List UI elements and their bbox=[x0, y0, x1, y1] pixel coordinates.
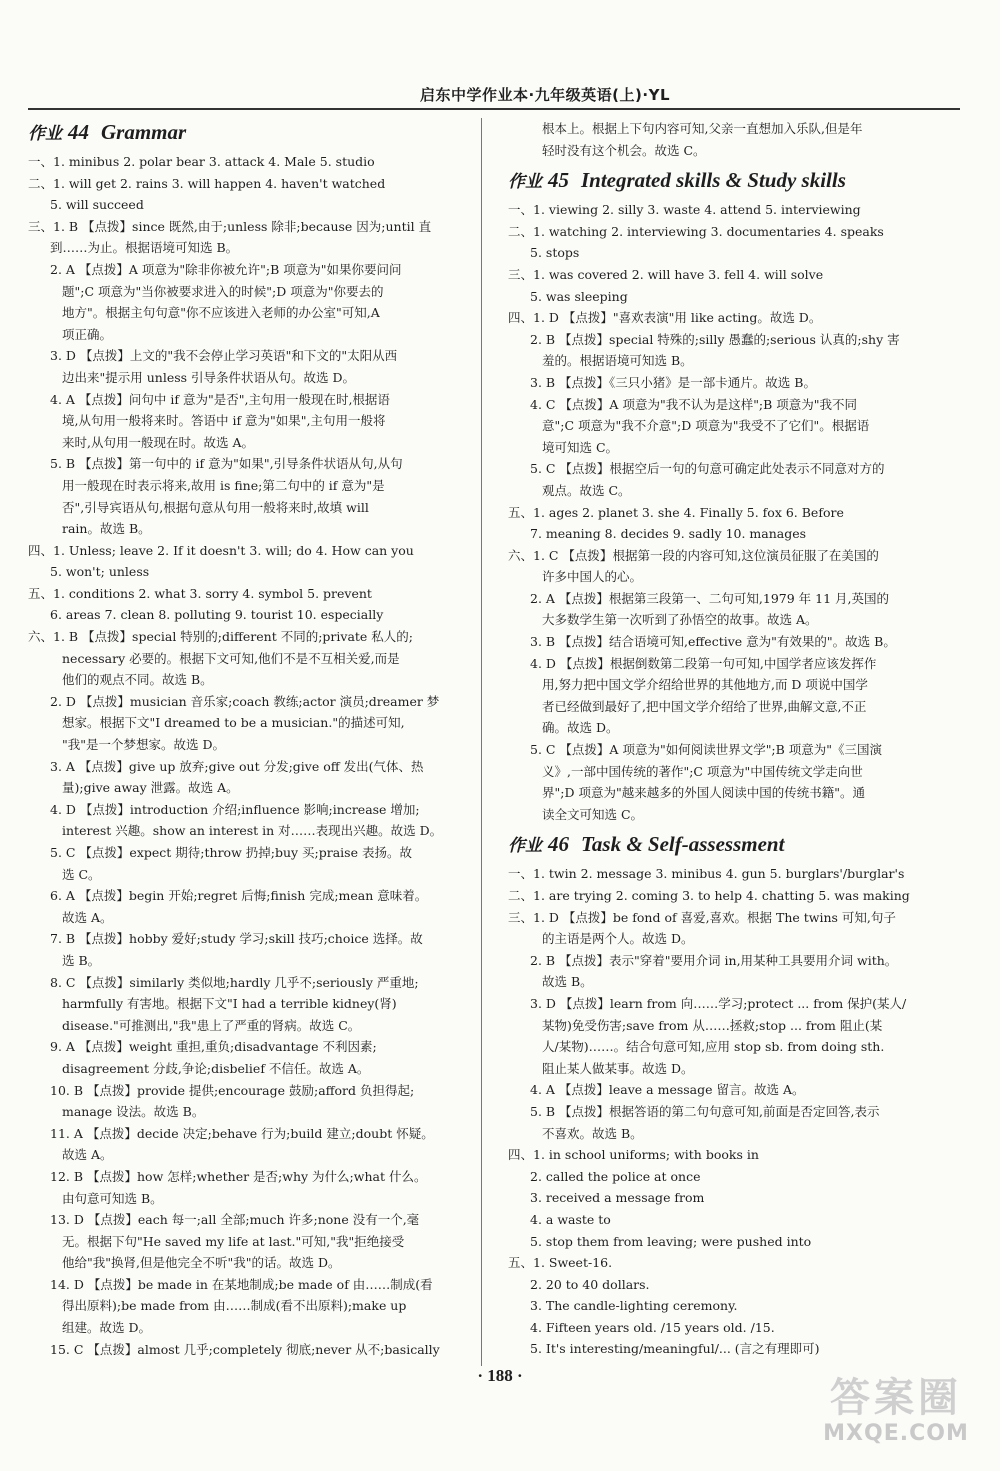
answer-line: 三、1. B 【点拨】since 既然,由于;unless 除非;because 因为;until 直 bbox=[28, 218, 432, 234]
answer-line: 8. C 【点拨】similarly 类似地;hardly 几乎不;seriously 严重地; bbox=[50, 974, 419, 990]
answer-line: 5. C 【点拨】expect 期待;throw 扔掉;buy 买;praise 表扬。故 bbox=[50, 845, 412, 860]
answer-line: 六、1. B 【点拨】special 特别的;different 不同的;private 私人的; bbox=[28, 629, 414, 645]
answer-line: harmfully 有害地。根据下文"I had a terrible kidney(肾) bbox=[62, 996, 397, 1012]
answer-line: 四、1. in school uniforms; with books in bbox=[508, 1147, 759, 1163]
answer-line: 四、1. Unless; leave 2. If it doesn't 3. will; do 4. How can you bbox=[28, 542, 414, 558]
answer-line: 三、1. was covered 2. will have 3. fell 4. will solve bbox=[508, 266, 824, 282]
answer-line: 4. A 【点拨】leave a message 留言。故选 A。 bbox=[530, 1082, 805, 1098]
answer-line: 6. areas 7. clean 8. polluting 9. tourist 10. especially bbox=[50, 607, 384, 623]
answer-line: 5. B 【点拨】根据答语的第二句句意可知,前面是否定回答,表示 bbox=[530, 1103, 880, 1119]
answer-line: 某物)免受伤害;save from 从……拯救;stop ... from 阻止(某 bbox=[542, 1017, 883, 1033]
answer-line: 许多中国人的心。 bbox=[542, 569, 643, 585]
answer-line: 5. won't; unless bbox=[50, 564, 150, 580]
right-sections bbox=[508, 166, 950, 1360]
answer-line: 5. stops bbox=[530, 245, 580, 261]
answer-line: 由句意可知选 B。 bbox=[62, 1190, 163, 1206]
continuation-lines bbox=[508, 118, 950, 161]
answer-line: interest 兴趣。show an interest in 对……表现出兴趣。故选 D。 bbox=[62, 823, 443, 839]
section-number: 44 bbox=[68, 120, 89, 144]
answer-line: 地方"。根据主句句意"你不应该进入老师的办公室"可知,A bbox=[62, 305, 380, 321]
page-number: · 188 · bbox=[477, 1366, 523, 1385]
answer-line: 项正确。 bbox=[62, 326, 113, 342]
answer-line: 量);give away 泄露。故选 A。 bbox=[62, 780, 239, 796]
answer-line: manage 设法。故选 B。 bbox=[62, 1104, 205, 1120]
answer-line: 读全文可知选 C。 bbox=[542, 806, 644, 822]
answer-line: 五、1. conditions 2. what 3. sorry 4. symbol 5. prevent bbox=[28, 585, 372, 601]
answer-line: 选 C。 bbox=[62, 866, 101, 882]
answer-line: 2. B 【点拨】表示"穿着"要用介词 in,用某种工具要用介词 with。 bbox=[530, 952, 898, 968]
section-label: 作业 bbox=[28, 124, 62, 144]
answer-line: 2. called the police at once bbox=[530, 1168, 701, 1184]
answer-line: 14. D 【点拨】be made in 在某地制成;be made of 由……制成(看 bbox=[50, 1276, 433, 1292]
answer-line: 无。根据下句"He saved my life at last."可知,"我"拒绝接受 bbox=[62, 1233, 405, 1249]
answer-line: 5. was sleeping bbox=[530, 288, 628, 304]
section-title bbox=[508, 830, 950, 858]
answer-line: disease."可推测出,"我"患上了严重的肾病。故选 C。 bbox=[62, 1017, 361, 1033]
answer-line: 者已经做到最好了,把中国文学介绍给了世界,曲解文意,不正 bbox=[542, 698, 867, 714]
answer-line: 二、1. are trying 2. coming 3. to help 4. chatting 5. was making bbox=[508, 888, 910, 903]
answer-line: 义》,一部中国传统的著作";C 项意为"中国传统文学走向世 bbox=[542, 763, 863, 779]
answer-line: 否",引导宾语从句,根据句意从句用一般将来时,故填 will bbox=[62, 499, 369, 515]
answer-line: 题";C 项意为"当你被要求进入的时候";D 项意为"你要去的 bbox=[62, 283, 384, 299]
answer-line: 三、1. D 【点拨】be fond of 喜爱,喜欢。根据 The twins 可知,句子 bbox=[508, 909, 896, 925]
answer-line: 大多数学生第一次听到了孙悟空的故事。故选 A。 bbox=[542, 612, 818, 628]
section-name: Integrated skills & Study skills bbox=[581, 168, 846, 193]
answer-line: 3. D 【点拨】上文的"我不会停止学习英语"和下文的"太阳从西 bbox=[50, 348, 398, 364]
answer-line: 5. stop them from leaving; were pushed into bbox=[530, 1233, 812, 1249]
answer-line: 意";C 项意为"我不介意";D 项意为"我受不了它们"。根据语 bbox=[542, 418, 870, 434]
answer-line: 六、1. C 【点拨】根据第一段的内容可知,这位演员征服了在美国的 bbox=[508, 547, 879, 563]
answer-line: 得出原料);be made from 由……制成(看不出原料);make up bbox=[62, 1298, 407, 1314]
answer-line: 3. A 【点拨】give up 放弃;give out 分发;give off 发出(气体、热 bbox=[50, 758, 424, 774]
answer-line: 一、1. twin 2. message 3. minibus 4. gun 5. burglars'/burglar's bbox=[508, 866, 905, 882]
answer-line: 5. C 【点拨】A 项意为"如何阅读世界文学";B 项意为"《三国演 bbox=[530, 742, 883, 758]
answer-line: 的主语是两个人。故选 D。 bbox=[542, 931, 694, 947]
section-title bbox=[28, 118, 470, 146]
answer-line: 阻止某人做某事。故选 D。 bbox=[542, 1060, 694, 1076]
answer-line: 二、1. watching 2. interviewing 3. documentaries 4. speaks bbox=[508, 223, 884, 239]
watermark-bottom: MXQE.COM bbox=[823, 1421, 969, 1446]
answer-line: 6. A 【点拨】begin 开始;regret 后悔;finish 完成;mean 意味着。 bbox=[50, 888, 428, 904]
answer-line: 3. received a message from bbox=[530, 1190, 705, 1206]
answer-line: 4. D 【点拨】introduction 介绍;influence 影响;increase 增加; bbox=[50, 801, 420, 817]
answer-line: rain。故选 B。 bbox=[62, 521, 151, 537]
watermark-top: 答案圈 bbox=[830, 1375, 962, 1421]
section-name: Task & Self-assessment bbox=[581, 832, 785, 857]
answer-line: 2. B 【点拨】special 特殊的;silly 愚蠢的;serious 认真的;shy 害 bbox=[530, 331, 900, 347]
answer-line: 2. D 【点拨】musician 音乐家;coach 教练;actor 演员;dreamer 梦 bbox=[50, 693, 440, 709]
answer-line: 组建。故选 D。 bbox=[62, 1320, 151, 1336]
answer-line: 5. It's interesting/meaningful/... (言之有理即可) bbox=[530, 1341, 820, 1357]
section-name: Grammar bbox=[101, 120, 187, 144]
answer-line: 4. D 【点拨】根据倒数第二段第一句可知,中国学者应该发挥作 bbox=[530, 655, 877, 671]
answer-line: 用一般现在时表示将来,故用 is fine;第二句中的 if 意为"是 bbox=[62, 477, 385, 493]
answer-line: 故选 A。 bbox=[62, 909, 113, 925]
answer-line: 故选 B。 bbox=[542, 974, 593, 990]
answer-line: 来时,从句用一般现在时。故选 A。 bbox=[62, 434, 254, 450]
answer-line: 5. B 【点拨】第一句中的 if 意为"如果",引导条件状语从句,从句 bbox=[50, 456, 403, 472]
answer-line: 4. C 【点拨】A 项意为"我不认为是这样";B 项意为"我不同 bbox=[530, 396, 858, 412]
answer-line: 故选 A。 bbox=[62, 1147, 113, 1163]
answer-line: 5. C 【点拨】根据空后一句的句意可确定此处表示不同意对方的 bbox=[530, 461, 885, 477]
answer-line: "我"是一个梦想家。故选 D。 bbox=[62, 737, 225, 753]
answer-line: disagreement 分歧,争论;disbelief 不信任。故选 A。 bbox=[62, 1060, 370, 1076]
answer-line: 他给"我"换肾,但是他完全不听"我"的话。故选 D。 bbox=[62, 1255, 341, 1271]
section-label: 作业 bbox=[508, 836, 542, 857]
section-number: 45 bbox=[548, 168, 569, 193]
answer-line: 3. B 【点拨】《三只小猪》是一部卡通片。故选 B。 bbox=[530, 374, 816, 390]
watermark-logo bbox=[806, 1375, 986, 1463]
answer-line: 7. B 【点拨】hobby 爱好;study 学习;skill 技巧;choice 选择。故 bbox=[50, 931, 423, 947]
section-number: 46 bbox=[548, 832, 569, 857]
answer-line: 3. B 【点拨】结合语境可知,effective 意为"有效果的"。故选 B。 bbox=[530, 634, 896, 650]
answer-line: 2. A 【点拨】A 项意为"除非你被允许";B 项意为"如果你要问问 bbox=[50, 261, 402, 277]
answer-line: 人/某物)……。结合句意可知,应用 stop sb. from doing sth. bbox=[542, 1039, 885, 1055]
answer-line: 2. A 【点拨】根据第三段第一、二句可知,1979 年 11 月,英国的 bbox=[530, 590, 889, 606]
answer-line: 12. B 【点拨】how 怎样;whether 是否;why 为什么;what 什么。 bbox=[50, 1168, 427, 1184]
answer-line: 他们的观点不同。故选 B。 bbox=[62, 672, 213, 688]
page-header bbox=[28, 82, 960, 110]
answer-line: 4. a waste to bbox=[530, 1211, 611, 1227]
answer-line: 用,努力把中国文学介绍给世界的其他地方,而 D 项说中国学 bbox=[542, 677, 868, 693]
answer-line: 确。故选 D。 bbox=[542, 720, 619, 736]
answer-line: 境可知选 C。 bbox=[542, 439, 619, 455]
answer-line: 境,从句用一般将来时。答语中 if 意为"如果",主句用一般将 bbox=[62, 413, 386, 429]
answer-line: 到……为止。根据语境可知选 B。 bbox=[50, 240, 239, 256]
section-title bbox=[508, 166, 950, 194]
answer-line: 11. A 【点拨】decide 决定;behave 行为;build 建立;doubt 怀疑。 bbox=[50, 1125, 434, 1141]
left-column bbox=[28, 118, 470, 1360]
answer-line: 五、1. ages 2. planet 3. she 4. Finally 5. fox 6. Before bbox=[508, 504, 844, 520]
answer-line: 15. C 【点拨】almost 几乎;completely 彻底;never 从不;basically bbox=[50, 1341, 440, 1357]
answer-line: 五、1. Sweet-16. bbox=[508, 1255, 613, 1271]
answer-line: 界";D 项意为"越来越多的外国人阅读中国的传统书籍"。通 bbox=[542, 785, 865, 801]
answer-line: 想家。根据下文"I dreamed to be a musician."的描述可知, bbox=[62, 715, 405, 731]
answer-line: 二、1. will get 2. rains 3. will happen 4. haven't watched bbox=[28, 175, 386, 191]
answer-line: 一、1. viewing 2. silly 3. waste 4. attend 5. interviewing bbox=[508, 202, 861, 218]
answer-line: 10. B 【点拨】provide 提供;encourage 鼓励;afford 负担得起; bbox=[50, 1082, 415, 1098]
answer-line: 羞的。根据语境可知选 B。 bbox=[542, 353, 693, 369]
column-divider bbox=[481, 118, 482, 1366]
answer-line: 2. 20 to 40 dollars. bbox=[530, 1276, 650, 1292]
answer-line: 轻时没有这个机会。故选 C。 bbox=[542, 142, 706, 158]
answer-line: 13. D 【点拨】each 每一;all 全部;much 许多;none 没有一个,毫 bbox=[50, 1212, 420, 1228]
answer-line: 5. will succeed bbox=[50, 197, 144, 213]
answer-line: 选 B。 bbox=[62, 952, 101, 968]
right-column bbox=[508, 118, 950, 1360]
answer-line: 3. The candle-lighting ceremony. bbox=[530, 1298, 738, 1314]
answer-line: 观点。故选 C。 bbox=[542, 482, 631, 498]
section-label: 作业 bbox=[508, 172, 542, 193]
answer-line: 4. A 【点拨】问句中 if 意为"是否",主句用一般现在时,根据语 bbox=[50, 391, 390, 407]
answer-line: necessary 必要的。根据下文可知,他们不是不互相关爱,而是 bbox=[62, 650, 400, 666]
answer-line: 4. Fifteen years old. /15 years old. /15. bbox=[530, 1319, 775, 1335]
answer-line: 一、1. minibus 2. polar bear 3. attack 4. Male 5. studio bbox=[28, 154, 375, 169]
answer-line: 边出来"提示用 unless 引导条件状语从句。故选 D。 bbox=[62, 369, 356, 385]
answer-line: 9. A 【点拨】weight 重担,重负;disadvantage 不利因素; bbox=[50, 1039, 377, 1055]
header-title: 启东中学作业本·九年级英语(上)·YL bbox=[419, 86, 670, 104]
answer-line: 不喜欢。故选 B。 bbox=[542, 1125, 643, 1141]
answer-line: 7. meaning 8. decides 9. sadly 10. manages bbox=[530, 526, 807, 542]
answer-line: 根本上。根据上下句内容可知,父亲一直想加入乐队,但是年 bbox=[542, 121, 863, 136]
answer-line: 3. D 【点拨】learn from 向……学习;protect ... from 保护(某人/ bbox=[530, 995, 907, 1011]
answer-line: 四、1. D 【点拨】"喜欢表演"用 like acting。故选 D。 bbox=[508, 310, 822, 326]
answer-lines bbox=[28, 151, 470, 1360]
